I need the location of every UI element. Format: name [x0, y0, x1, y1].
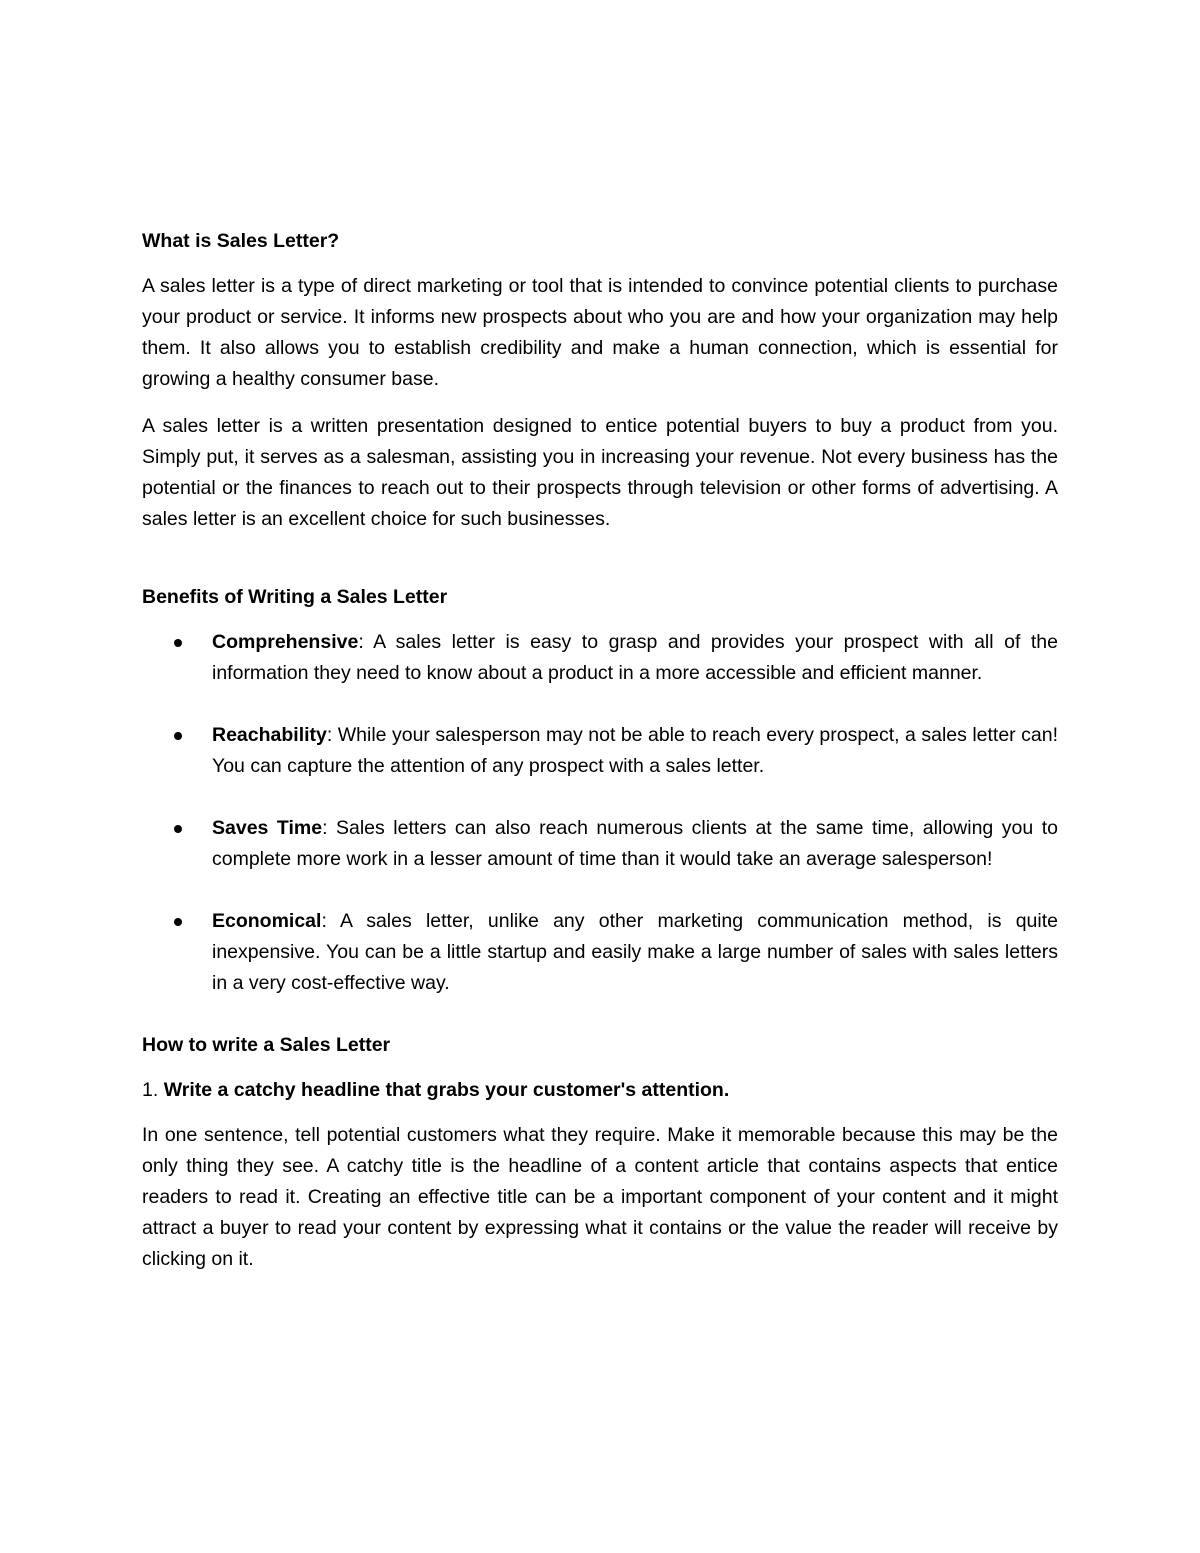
blank-line: [142, 551, 1058, 582]
list-item: [142, 720, 1058, 782]
section-heading-benefits: Benefits of Writing a Sales Letter: [142, 586, 448, 608]
list-item: [142, 813, 1058, 875]
paragraph: A sales letter is a type of direct marketing or tool that is intended to convince potential clients to purchase your product or service. It informs new prospects about who you are and how your organization may help them. It also allows you to establish credibility and make a human connection, which is essential for growing a healthy consumer base.: [142, 275, 1058, 390]
benefit-term: Reachability: [212, 724, 327, 746]
bullet-icon: [174, 732, 182, 740]
list-item: [142, 906, 1058, 999]
paragraph: A sales letter is a written presentation designed to entice potential buyers to buy a product from you. Simply put, it serves as a salesman, assisting you in increasing your revenue. Not every business has the potential or the finances to reach out to their prospects through television or other forms of advertising. A sales letter is an excellent choice for such businesses.: [142, 415, 1058, 530]
bullet-icon: [174, 825, 182, 833]
paragraph: In one sentence, tell potential customers what they require. Make it memorable because this may be the only thing they see. A catchy title is the headline of a content article that contains aspects that entice readers to read it. Creating an effective title can be a important component of your content and it might attract a buyer to read your content by expressing what it contains or the value the reader will receive by clicking on it.: [142, 1124, 1058, 1270]
benefit-term: Comprehensive: [212, 631, 359, 653]
section-heading-what-is-sales-letter: What is Sales Letter?: [142, 230, 340, 252]
bullet-icon: [174, 918, 182, 926]
benefit-term: Economical: [212, 910, 322, 932]
benefit-text: : Sales letters can also reach numerous clients at the same time, allowing you to complete more work in a lesser amount of time than it would take an average salesperson!: [212, 817, 1058, 870]
step-number: 1.: [142, 1079, 159, 1101]
section-heading-how-to-write: How to write a Sales Letter: [142, 1034, 391, 1056]
benefit-text: : A sales letter, unlike any other marketing communication method, is quite inexpensive. You can be a little startup and easily make a large number of sales with sales letters in a very cost-effective way.: [212, 910, 1058, 994]
bullet-icon: [174, 639, 182, 647]
document-body: [142, 226, 1058, 1291]
step-heading: [142, 1075, 1058, 1106]
benefit-term: Saves Time: [212, 817, 323, 839]
benefit-text: : A sales letter is easy to grasp and provides your prospect with all of the information they need to know about a product in a more accessible and efficient manner.: [212, 631, 1058, 684]
benefits-list: [142, 627, 1058, 999]
list-item: [142, 627, 1058, 689]
step-title: Write a catchy headline that grabs your customer's attention.: [163, 1079, 730, 1101]
benefit-text: : While your salesperson may not be able to reach every prospect, a sales letter can! You can capture the attention of any prospect with a sales letter.: [212, 724, 1058, 777]
